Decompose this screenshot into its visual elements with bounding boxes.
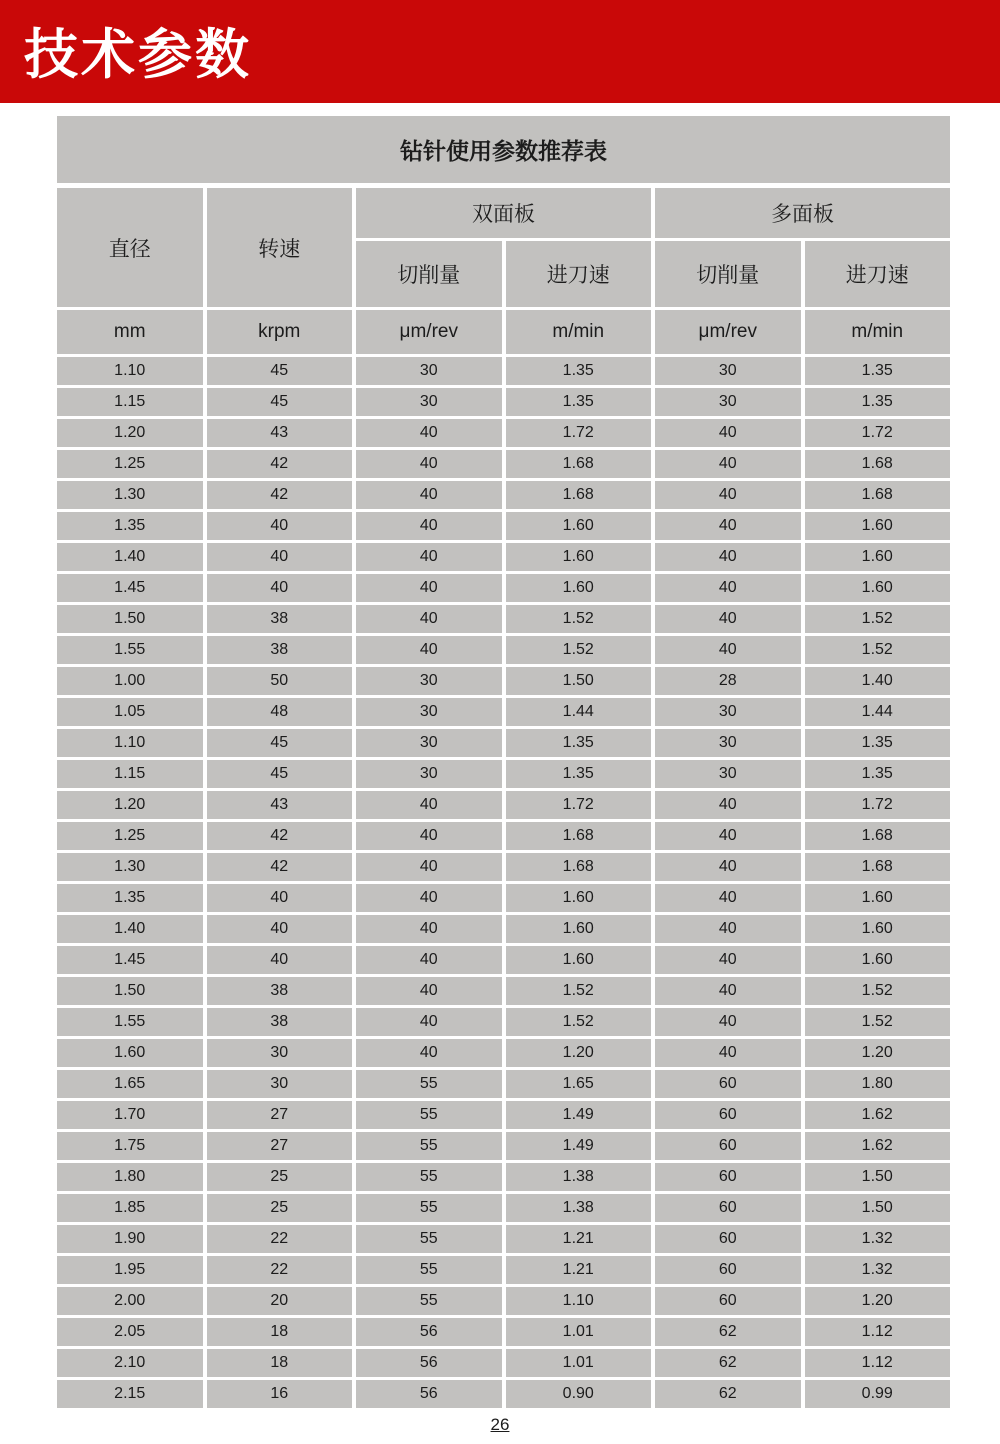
- page-title: 技术参数: [24, 24, 252, 85]
- table-cell: 27: [207, 1132, 353, 1160]
- table-cell: 1.12: [805, 1318, 951, 1346]
- table-cell: 1.21: [506, 1256, 652, 1284]
- table-cell: 30: [356, 388, 502, 416]
- table-cell: 18: [207, 1318, 353, 1346]
- table-cell: 55: [356, 1256, 502, 1284]
- page-footer: [0, 1415, 1000, 1435]
- table-cell: 1.60: [506, 915, 652, 943]
- table-cell: 1.60: [805, 946, 951, 974]
- table-cell: 60: [655, 1101, 801, 1129]
- table-cell: 1.80: [805, 1070, 951, 1098]
- table-cell: 30: [655, 388, 801, 416]
- table-cell: 1.90: [57, 1225, 203, 1253]
- table-cell: 1.72: [506, 419, 652, 447]
- unit-um-rev-multi: μm/rev: [655, 310, 801, 354]
- table-cell: 1.15: [57, 760, 203, 788]
- col-header-diameter: 直径: [57, 188, 203, 307]
- table-cell: 1.35: [57, 884, 203, 912]
- table-cell: 1.52: [506, 977, 652, 1005]
- table-cell: 45: [207, 357, 353, 385]
- table-cell: 38: [207, 977, 353, 1005]
- table-cell: 1.45: [57, 946, 203, 974]
- table-cell: 55: [356, 1194, 502, 1222]
- table-cell: 1.50: [506, 667, 652, 695]
- table-cell: 1.72: [506, 791, 652, 819]
- table-cell: 48: [207, 698, 353, 726]
- table-cell: 40: [655, 512, 801, 540]
- table-cell: 1.49: [506, 1101, 652, 1129]
- table-cell: 1.68: [805, 450, 951, 478]
- table-cell: 1.52: [506, 605, 652, 633]
- table-cell: 1.52: [805, 605, 951, 633]
- table-cell: 1.68: [506, 822, 652, 850]
- table-cell: 30: [356, 698, 502, 726]
- table-cell: 40: [356, 574, 502, 602]
- table-cell: 30: [207, 1070, 353, 1098]
- table-cell: 40: [356, 450, 502, 478]
- table-cell: 40: [356, 977, 502, 1005]
- col-header-speed: 转速: [207, 188, 353, 307]
- table-cell: 40: [655, 1008, 801, 1036]
- table-cell: 40: [655, 636, 801, 664]
- table-cell: 1.52: [805, 1008, 951, 1036]
- table-cell: 1.60: [506, 574, 652, 602]
- table-cell: 1.40: [57, 543, 203, 571]
- table-cell: 40: [356, 605, 502, 633]
- table-cell: 40: [655, 822, 801, 850]
- table-cell: 1.55: [57, 636, 203, 664]
- table-cell: 42: [207, 853, 353, 881]
- table-cell: 30: [655, 357, 801, 385]
- table-cell: 55: [356, 1132, 502, 1160]
- table-cell: 40: [207, 946, 353, 974]
- table-cell: 1.01: [506, 1318, 652, 1346]
- table-cell: 1.52: [506, 1008, 652, 1036]
- table-cell: 40: [356, 636, 502, 664]
- table-cell: 1.10: [57, 729, 203, 757]
- table-cell: 1.35: [506, 760, 652, 788]
- table-cell: 30: [356, 760, 502, 788]
- page-header-banner: [0, 0, 1000, 103]
- table-cell: 25: [207, 1194, 353, 1222]
- table-cell: 1.44: [805, 698, 951, 726]
- table-cell: 1.35: [57, 512, 203, 540]
- table-cell: 1.68: [805, 853, 951, 881]
- table-cell: 1.01: [506, 1349, 652, 1377]
- table-cell: 1.68: [506, 450, 652, 478]
- table-cell: 1.35: [805, 760, 951, 788]
- table-cell: 1.20: [805, 1039, 951, 1067]
- table-cell: 1.60: [805, 543, 951, 571]
- table-cell: 1.35: [805, 388, 951, 416]
- table-cell: 1.60: [506, 884, 652, 912]
- table-cell: 55: [356, 1225, 502, 1253]
- table-cell: 1.35: [506, 357, 652, 385]
- table-cell: 1.10: [57, 357, 203, 385]
- table-cell: 62: [655, 1318, 801, 1346]
- table-cell: 60: [655, 1132, 801, 1160]
- table-cell: 1.30: [57, 481, 203, 509]
- table-cell: 1.60: [57, 1039, 203, 1067]
- table-cell: 1.55: [57, 1008, 203, 1036]
- table-cell: 1.40: [57, 915, 203, 943]
- table-cell: 0.99: [805, 1380, 951, 1408]
- table-cell: 1.20: [57, 419, 203, 447]
- table-cell: 40: [356, 543, 502, 571]
- table-cell: 50: [207, 667, 353, 695]
- table-cell: 1.95: [57, 1256, 203, 1284]
- table-cell: 1.50: [805, 1163, 951, 1191]
- table-cell: 43: [207, 419, 353, 447]
- table-cell: 40: [655, 884, 801, 912]
- table-cell: 40: [655, 605, 801, 633]
- table-cell: 1.60: [506, 543, 652, 571]
- table-cell: 1.52: [805, 636, 951, 664]
- table-cell: 40: [356, 915, 502, 943]
- table-cell: 1.35: [805, 357, 951, 385]
- unit-m-min-double: m/min: [506, 310, 652, 354]
- table-cell: 1.20: [57, 791, 203, 819]
- table-cell: 1.30: [57, 853, 203, 881]
- table-cell: 2.05: [57, 1318, 203, 1346]
- table-cell: 40: [356, 884, 502, 912]
- table-cell: 40: [207, 915, 353, 943]
- table-cell: 22: [207, 1225, 353, 1253]
- table-cell: 1.62: [805, 1132, 951, 1160]
- table-cell: 40: [655, 543, 801, 571]
- table-cell: 60: [655, 1225, 801, 1253]
- table-cell: 60: [655, 1256, 801, 1284]
- table-cell: 62: [655, 1380, 801, 1408]
- table-cell: 1.20: [805, 1287, 951, 1315]
- table-cell: 1.68: [805, 822, 951, 850]
- table-cell: 55: [356, 1163, 502, 1191]
- table-cell: 43: [207, 791, 353, 819]
- table-cell: 1.65: [57, 1070, 203, 1098]
- table-cell: 1.05: [57, 698, 203, 726]
- table-cell: 20: [207, 1287, 353, 1315]
- table-cell: 1.75: [57, 1132, 203, 1160]
- table-cell: 1.72: [805, 419, 951, 447]
- table-cell: 1.20: [506, 1039, 652, 1067]
- table-cell: 1.35: [506, 729, 652, 757]
- table-cell: 1.38: [506, 1163, 652, 1191]
- table-cell: 55: [356, 1101, 502, 1129]
- table-cell: 40: [207, 512, 353, 540]
- table-cell: 1.68: [805, 481, 951, 509]
- table-cell: 30: [655, 760, 801, 788]
- table-cell: 40: [655, 1039, 801, 1067]
- table-cell: 1.15: [57, 388, 203, 416]
- table-cell: 62: [655, 1349, 801, 1377]
- table-cell: 40: [356, 791, 502, 819]
- table-cell: 1.21: [506, 1225, 652, 1253]
- table-cell: 16: [207, 1380, 353, 1408]
- table-cell: 1.49: [506, 1132, 652, 1160]
- table-grid: [57, 188, 950, 1408]
- table-cell: 40: [655, 977, 801, 1005]
- table-cell: 40: [207, 884, 353, 912]
- table-cell: 1.35: [506, 388, 652, 416]
- table-cell: 25: [207, 1163, 353, 1191]
- col-group-multi-layer-board: 多面板: [655, 188, 950, 238]
- table-cell: 40: [655, 450, 801, 478]
- col-header-feed-rate-double: 进刀速: [506, 241, 652, 307]
- table-cell: 40: [655, 853, 801, 881]
- table-cell: 1.60: [805, 574, 951, 602]
- table-cell: 1.38: [506, 1194, 652, 1222]
- table-cell: 38: [207, 1008, 353, 1036]
- table-cell: 40: [655, 419, 801, 447]
- table-cell: 2.10: [57, 1349, 203, 1377]
- table-cell: 45: [207, 729, 353, 757]
- table-cell: 40: [655, 574, 801, 602]
- table-cell: 2.00: [57, 1287, 203, 1315]
- table-cell: 1.72: [805, 791, 951, 819]
- table-cell: 30: [655, 729, 801, 757]
- table-cell: 40: [207, 543, 353, 571]
- table-cell: 60: [655, 1163, 801, 1191]
- table-cell: 55: [356, 1070, 502, 1098]
- table-cell: 1.50: [57, 977, 203, 1005]
- table-cell: 60: [655, 1070, 801, 1098]
- table-cell: 1.60: [506, 946, 652, 974]
- table-cell: 22: [207, 1256, 353, 1284]
- table-cell: 60: [655, 1287, 801, 1315]
- col-header-feed-rate-multi: 进刀速: [805, 241, 951, 307]
- table-cell: 1.44: [506, 698, 652, 726]
- table-cell: 1.25: [57, 822, 203, 850]
- table-cell: 60: [655, 1194, 801, 1222]
- table-cell: 30: [207, 1039, 353, 1067]
- table-cell: 45: [207, 388, 353, 416]
- table-cell: 40: [356, 946, 502, 974]
- table-cell: 1.60: [805, 884, 951, 912]
- table-cell: 40: [356, 512, 502, 540]
- table-cell: 40: [356, 1039, 502, 1067]
- table-cell: 40: [655, 481, 801, 509]
- table-cell: 40: [655, 791, 801, 819]
- table-cell: 38: [207, 605, 353, 633]
- table-cell: 1.00: [57, 667, 203, 695]
- table-cell: 1.65: [506, 1070, 652, 1098]
- unit-krpm: krpm: [207, 310, 353, 354]
- table-cell: 30: [356, 667, 502, 695]
- unit-um-rev-double: μm/rev: [356, 310, 502, 354]
- table-cell: 1.35: [805, 729, 951, 757]
- table-cell: 1.85: [57, 1194, 203, 1222]
- table-cell: 1.10: [506, 1287, 652, 1315]
- col-header-chip-load-multi: 切削量: [655, 241, 801, 307]
- table-cell: 56: [356, 1380, 502, 1408]
- table-cell: 1.68: [506, 481, 652, 509]
- col-group-double-sided-board: 双面板: [356, 188, 651, 238]
- table-cell: 30: [655, 698, 801, 726]
- table-cell: 1.60: [506, 512, 652, 540]
- table-cell: 1.52: [805, 977, 951, 1005]
- table-cell: 1.32: [805, 1256, 951, 1284]
- table-cell: 56: [356, 1318, 502, 1346]
- table-cell: 1.40: [805, 667, 951, 695]
- unit-m-min-multi: m/min: [805, 310, 951, 354]
- table-cell: 42: [207, 822, 353, 850]
- table-cell: 1.25: [57, 450, 203, 478]
- table-cell: 1.60: [805, 512, 951, 540]
- table-cell: 1.50: [57, 605, 203, 633]
- table-cell: 56: [356, 1349, 502, 1377]
- table-cell: 28: [655, 667, 801, 695]
- table-cell: 1.68: [506, 853, 652, 881]
- table-cell: 40: [356, 1008, 502, 1036]
- table-cell: 18: [207, 1349, 353, 1377]
- table-cell: 27: [207, 1101, 353, 1129]
- table-cell: 40: [356, 481, 502, 509]
- page-number: 26: [490, 1415, 510, 1434]
- table-cell: 1.70: [57, 1101, 203, 1129]
- table-cell: 1.45: [57, 574, 203, 602]
- unit-mm: mm: [57, 310, 203, 354]
- table-cell: 1.52: [506, 636, 652, 664]
- table-cell: 1.50: [805, 1194, 951, 1222]
- col-header-chip-load-double: 切削量: [356, 241, 502, 307]
- table-cell: 1.80: [57, 1163, 203, 1191]
- table-cell: 1.12: [805, 1349, 951, 1377]
- table-cell: 42: [207, 450, 353, 478]
- table-cell: 30: [356, 357, 502, 385]
- table-cell: 1.62: [805, 1101, 951, 1129]
- table-cell: 30: [356, 729, 502, 757]
- table-cell: 2.15: [57, 1380, 203, 1408]
- table-cell: 40: [207, 574, 353, 602]
- table-title: 钻针使用参数推荐表: [57, 116, 950, 183]
- parameters-table: [57, 116, 950, 1408]
- table-cell: 40: [356, 853, 502, 881]
- table-cell: 40: [655, 946, 801, 974]
- table-cell: 42: [207, 481, 353, 509]
- table-cell: 55: [356, 1287, 502, 1315]
- table-cell: 40: [356, 822, 502, 850]
- table-cell: 1.60: [805, 915, 951, 943]
- table-cell: 40: [356, 419, 502, 447]
- table-cell: 40: [655, 915, 801, 943]
- table-cell: 0.90: [506, 1380, 652, 1408]
- table-cell: 38: [207, 636, 353, 664]
- table-cell: 45: [207, 760, 353, 788]
- table-cell: 1.32: [805, 1225, 951, 1253]
